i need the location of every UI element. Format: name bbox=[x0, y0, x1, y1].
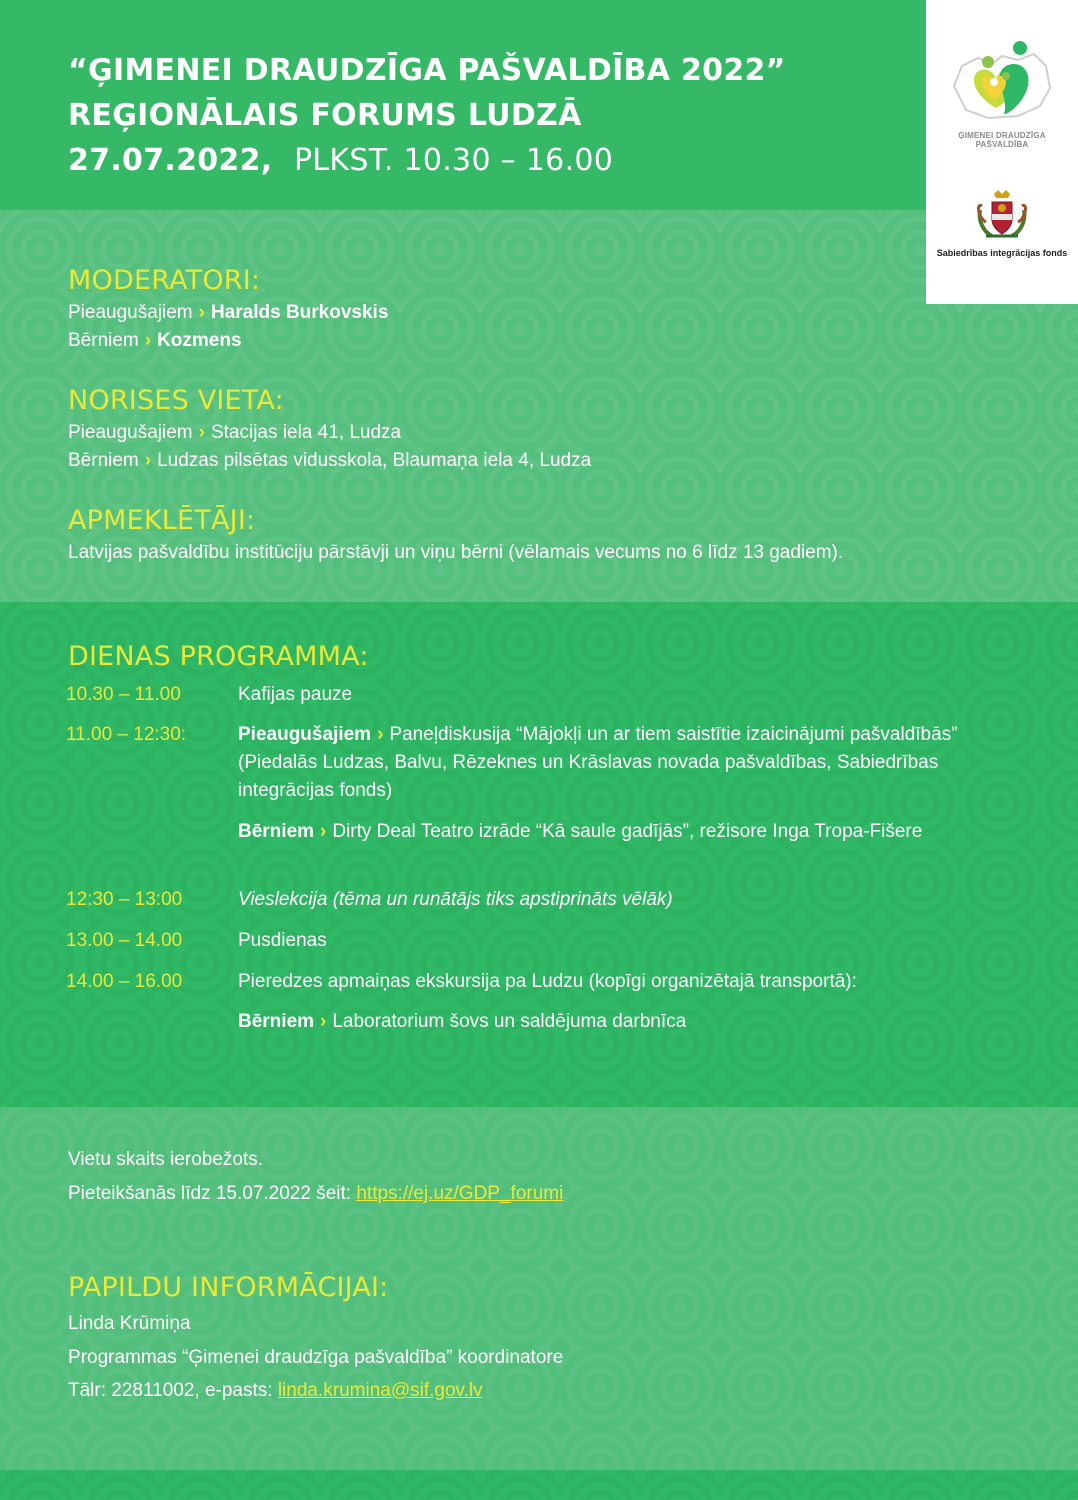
program-description: Pieredzes apmaiņas ekskursija pa Ludzu (kopīgi organizētajā transportā): bbox=[238, 971, 857, 992]
program-item-text: Paneļdiskusija “Mājokļi un ar tiem saistītie izaicinājumi pašvaldībās” (Piedalās Ludzas, Balvu, Rēzeknes un Krāslavas novada pašvaldības, Sabiedrības integrācijas fonds) bbox=[238, 724, 958, 801]
program-time: 12:30 – 13:00 bbox=[66, 889, 183, 910]
moderator-children bbox=[68, 327, 242, 355]
moderator-children-name: Kozmens bbox=[157, 330, 242, 351]
arrow-icon: › bbox=[144, 330, 152, 351]
limited-seats-text: Vietu skaits ierobežots. bbox=[68, 1149, 264, 1170]
program-description: Vieslekcija (tēma un runātājs tiks apstiprināts vēlāk) bbox=[238, 889, 673, 910]
contact-phone-line bbox=[68, 1377, 483, 1405]
coat-of-arms-icon bbox=[974, 188, 1030, 242]
program-description bbox=[238, 1008, 978, 1036]
moderator-adults-label: Pieaugušajiem bbox=[68, 302, 193, 323]
arrow-icon: › bbox=[320, 821, 327, 842]
venue-adults-place: Stacijas iela 41, Ludza bbox=[210, 422, 402, 443]
program-audience-label: Pieaugušajiem bbox=[238, 724, 372, 745]
program-time: 10.30 – 11.00 bbox=[66, 684, 181, 705]
moderators-heading: MODERATORI: bbox=[68, 265, 261, 296]
venue-children-label: Bērniem bbox=[68, 450, 139, 471]
program-time: 14.00 – 16.00 bbox=[66, 971, 183, 992]
program-description: Pusdienas bbox=[238, 930, 327, 951]
program-item-text: Dirty Deal Teatro izrāde “Kā saule gadījās”, režisore Inga Tropa-Fišere bbox=[332, 821, 923, 842]
title-line-2: REĢIONĀLAIS FORUMS LUDZĀ bbox=[68, 98, 582, 133]
contact-role: Programmas “Ģimenei draudzīga pašvaldība” koordinatore bbox=[68, 1347, 564, 1368]
visitors-heading: APMEKLĒTĀJI: bbox=[68, 505, 256, 536]
family-friendly-logo-icon bbox=[948, 36, 1056, 128]
family-friendly-logo-text: ĢIMENEI DRAUDZĪGA PAŠVALDĪBA bbox=[958, 131, 1046, 149]
event-date: 27.07.2022, bbox=[68, 143, 273, 178]
moderator-children-label: Bērniem bbox=[68, 330, 139, 351]
registration-line bbox=[68, 1180, 563, 1208]
arrow-icon: › bbox=[198, 422, 205, 443]
contact-name: Linda Krūmiņa bbox=[68, 1313, 191, 1334]
arrow-icon: › bbox=[144, 450, 152, 471]
program-time: 11.00 – 12:30: bbox=[66, 724, 187, 745]
contact-phone-text: Tālr: 22811002, e-pasts: bbox=[68, 1380, 273, 1401]
registration-deadline-text: Pieteikšanās līdz 15.07.2022 šeit: bbox=[68, 1183, 352, 1204]
program-description: Kafijas pauze bbox=[238, 684, 353, 705]
title-date-line bbox=[68, 138, 786, 183]
program-audience-label: Bērniem bbox=[238, 1011, 315, 1032]
arrow-icon: › bbox=[377, 724, 384, 745]
venue-children bbox=[68, 447, 591, 475]
arrow-icon: › bbox=[320, 1011, 327, 1032]
contact-email-link[interactable]: linda.krumina@sif.gov.lv bbox=[277, 1380, 483, 1401]
venue-heading: NORISES VIETA: bbox=[68, 385, 284, 416]
sif-logo-text: Sabiedrības integrācijas fonds bbox=[936, 248, 1068, 258]
program-audience-label: Bērniem bbox=[238, 821, 315, 842]
program-description bbox=[238, 818, 978, 846]
arrow-icon: › bbox=[198, 302, 205, 323]
venue-adults bbox=[68, 419, 401, 447]
logo-panel bbox=[926, 0, 1078, 304]
contact-heading: PAPILDU INFORMĀCIJAI: bbox=[68, 1272, 389, 1303]
venue-children-place: Ludzas pilsētas vidusskola, Blaumaņa iela 4, Ludza bbox=[157, 450, 592, 471]
page-title bbox=[68, 48, 786, 183]
moderator-adults bbox=[68, 299, 388, 327]
program-item-text: Laboratorium šovs un saldējuma darbnīca bbox=[332, 1011, 687, 1032]
registration-link[interactable]: https://ej.uz/GDP_forumi bbox=[356, 1183, 564, 1204]
event-time: PLKST. 10.30 – 16.00 bbox=[293, 143, 614, 178]
program-heading: DIENAS PROGRAMMA: bbox=[68, 641, 369, 672]
footer-band bbox=[0, 1470, 1078, 1500]
visitors-text: Latvijas pašvaldību institūciju pārstāvji un viņu bērni (vēlamais vecums no 6 līdz 13 gadiem). bbox=[68, 542, 844, 563]
moderator-adults-name: Haralds Burkovskis bbox=[210, 302, 389, 323]
title-line-1: “ĢIMENEI DRAUDZĪGA PAŠVALDĪBA 2022” bbox=[68, 53, 786, 88]
program-time: 13.00 – 14.00 bbox=[66, 930, 183, 951]
program-description bbox=[238, 721, 978, 805]
venue-adults-label: Pieaugušajiem bbox=[68, 422, 193, 443]
